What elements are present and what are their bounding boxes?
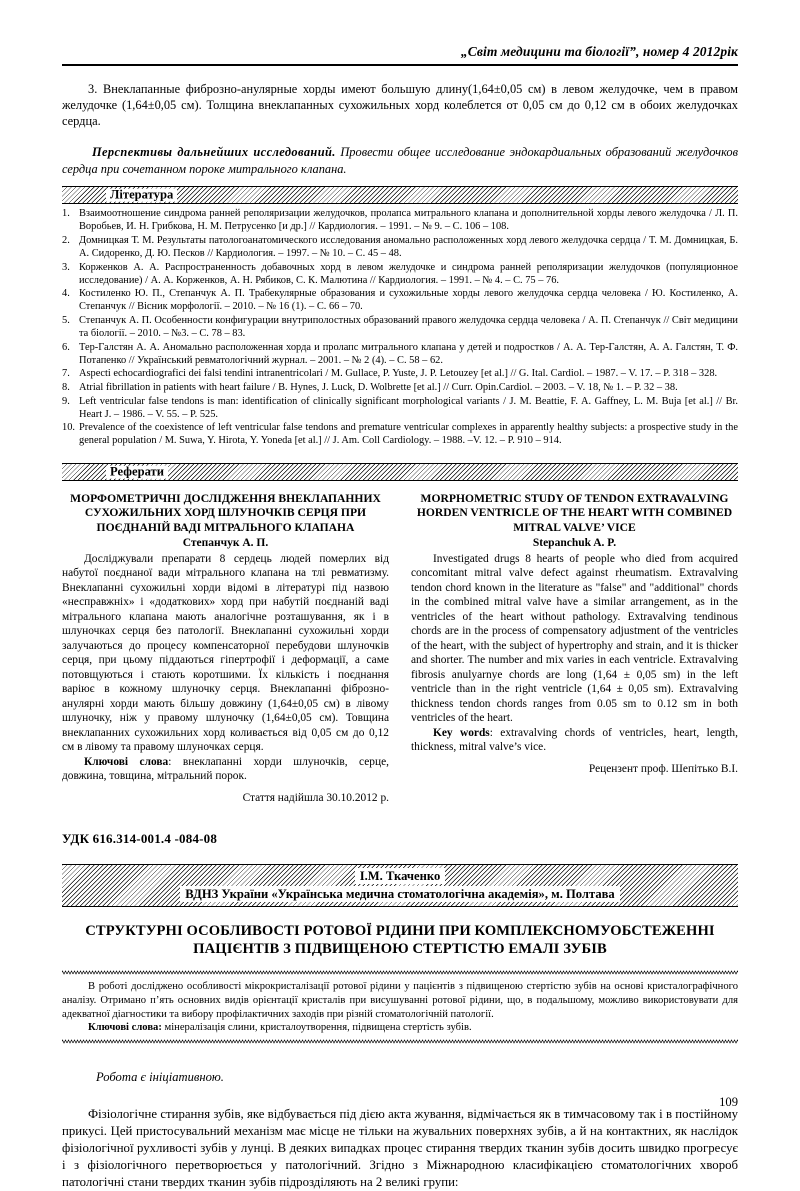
abstract-author-en: Stepanchuk A. P. (532, 536, 617, 549)
abstract-column-en (411, 492, 738, 805)
reference-number: 1. (62, 208, 70, 220)
reference-item (62, 314, 738, 340)
spacer (62, 1085, 738, 1106)
reference-text: Aspecti echocardiografici dei falsi tendini intranentricolari / M. Gullace, P. Yuste, J. P. Letouzey [et al.] // G. Ital. Cardiol. – 1987. – V. 17. – P. 318 – 328. (79, 368, 718, 380)
author-affiliation-band (62, 864, 738, 907)
keywords-text-en: : extravalving chords of ventricles, heart, length, thickness, mitral valve’s vice. (411, 726, 738, 754)
conclusion-paragraph: 3. Внеклапанные фиброзно-анулярные хорды имеют большую длину(1,64±0,05 см) в левом желудочке, чем в правом желудочке (1,64±0,05 см). Толщина внеклапанных сухожильных хорд колеблется от 0,05 см до 0,12 см в обоих желудочках сердца. (62, 82, 738, 129)
reference-item (62, 381, 738, 394)
author-line (62, 867, 738, 885)
abstract-keywords-en (411, 726, 738, 755)
reference-number: 7. (62, 368, 70, 380)
reference-text: Степанчук А. П. Особенности конфигурации внутриполостных образований правого желудочка сердца человека / А. П. Степанчук // Світ медицини та біології. – 2010. – №3. – С. 78 – 83. (79, 315, 738, 340)
reference-item (62, 261, 738, 287)
reference-number: 2. (62, 234, 70, 246)
wavy-rule-bottom (62, 1038, 738, 1045)
keywords-text: мінералізація слини, кристалоутворення, підвищена стертість зубів. (161, 1022, 472, 1034)
reference-text: Тер-Галстян А. А. Аномально расположенная хорда и пролапс митрального клапана у детей и подростков / А. А. Тер-Галстян, А. А. Галстян, Т. Ф. Потапенко // Український ревматологічний журнал. – 2001. – № 2 (4). – С. 58 – 62. (79, 341, 738, 366)
spacer (62, 959, 738, 969)
keywords-text-uk: : внеклапанні хорди шлуночків, серце, довжина, товщина, мітральний порок. (62, 755, 390, 783)
reference-number: 5. (62, 315, 70, 326)
abstract-column-uk (62, 492, 389, 805)
reference-text: Взаимоотношение синдрома ранней реполяризации желудочков, пролапса митрального клапана и дополнительной хорды левого желудочка / Л. П. Воробьев, И. Н. Грибкова, Н. М. Петрусенко [и др.] // Кардиология. – 1991. – № 9. – С. 106 – 108. (79, 208, 738, 233)
abstract-text-en: Investigated drugs 8 hearts of people who died from acquired concomitant mitral valve defect against rheumatism. Extravalving tendon chord known in the literature as "false" and "additional" chords in the combined mitral valve have a similar arrangement, as in the ventricles of the heart without pathology. Extravalving tendinous chords are in the process of compensatory adjustment of the ventricles of the heart, with the subject of hypertrophy and strain, and it is thicker and shorter. The number and mix varies in each ventricle. Extravalving fibrosis anulyarnye chords are long (1,64 ± 0,05 sm) in the left ventricle than in the right ventricle (1,64 ± 0,05 sm). Extravalving thickness tendon chords ranges from 0.05 sm to 0.12 sm in both ventricles of the heart. (411, 552, 738, 725)
abstract-author-uk: Степанчук А. П. (182, 536, 269, 549)
abstract-keywords-uk (62, 755, 389, 784)
reference-text: Left ventricular false tendons is man: identification of clinically significant morphological variants / J. M. Beattie, F. A. Gaffney, L. M. Buja [et al.] // Br. Heart J. – 1986. – V. 55. – P. 525. (79, 395, 738, 420)
abstracts-label: Реферати (106, 466, 168, 479)
keywords-label-uk: Ключові слова (84, 755, 169, 768)
spacer (62, 847, 738, 864)
reference-text: Prevalence of the coexistence of left ventricular false tendons and premature ventricular complexes in apparently healthy subjects: a prospective study in the general population / M. Suwa, Y. Hirota, Y. Yoneda [et al.] // J. Am. Coll Cardiology. – 1988. –V. 12. – P. 910 – 914. (79, 422, 738, 447)
literature-section-band (62, 186, 738, 204)
wavy-rule-top (62, 969, 738, 976)
keywords-label: Ключові слова: (88, 1022, 162, 1034)
spacer (62, 907, 738, 922)
abstract-text-uk: Досліджували препарати 8 сердець людей померлих від набутої поєднаної вади мітрального клапана на тлі ревматизму. Внеклапанні сухожильні хорди відомі в літературі під назвою «несправжніх» і «додаткових» хорд при набутій поєднаній ваді мітрального клапана мають аналогічне розташування, як і в шлуночках серця без патології. Внеклапанні сухожильні хорди залучаються до процесу компенсаторної перебудови шлуночків серця, при цьому піддаються гіпертрофії і деформації, а саме потовщуються і стають коротшими. Їх кількість і поєднання варіює в кожному шлуночку серця. Внеклапанні фіброзно-анулярні хорди мають більшу довжину (1,64±0,05 см) в лівому шлуночку, ніж у правому шлуночку (1,64±0,05 см). Товщина внеклапанних сухожильних хорд коливається від 0,05 см до 0,12 см в лівому та правому шлуночках серця. (62, 552, 389, 754)
article-title: СТРУКТУРНІ ОСОБЛИВОСТІ РОТОВОЇ РІДИНИ ПРИ КОМПЛЕКСНОМУОБСТЕЖЕННІ ПАЦІЄНТІВ З ПІДВИЩЕНОЮ СТЕРТІСТЮ ЕМАЛІ ЗУБІВ (85, 922, 715, 958)
reference-number: 4. (62, 288, 70, 300)
spacer (62, 805, 738, 831)
abstract-footer-uk: Стаття надійшла 30.10.2012 р. (242, 791, 389, 804)
perspectives-label: Перспективы дальнейших исследований. (92, 145, 336, 160)
article-affiliation: ВДНЗ України «Українська медична стоматологічна академія», м. Полтава (180, 886, 619, 902)
running-head: „Світ медицини та біології”, номер 4 2012рік (460, 44, 738, 59)
page-number: 109 (719, 1095, 738, 1109)
reference-text: Домницкая Т. М. Результаты патологоанатомического исследования аномально расположенных хорд левого желудочка сердца / Т. М. Домницкая, Б. А. Сидоренко, Д. Ю. Песков // Кардиология. – 1997. – № 10. – С. 45 – 48. (79, 234, 738, 259)
article-author: І.М. Ткаченко (355, 868, 446, 884)
reference-item (62, 341, 738, 367)
abstract-title-uk: МОРФОМЕТРИЧНІ ДОСЛІДЖЕННЯ ВНЕКЛАПАННИХ СУХОЖИЛЬНИХ ХОРД ШЛУНОЧКІВ СЕРЦЯ ПРИ ПОЄДНАНІЙ ВАДІ МІТРАЛЬНОГО КЛАПАНА (70, 492, 381, 534)
spacer (62, 177, 738, 186)
reference-number: 6. (62, 341, 70, 353)
reference-text: Корженков А. А. Распространенность добавочных хорд в левом желудочке и синдрома ранней реполяризации желудочков (популяционное исследование) / А. А. Корженков, А. Н. Рябиков, С. К. Малютина // Кардиология. – 1991. – № 4. – С. 75 – 76. (79, 261, 738, 286)
article-body-paragraph: Фізіологічне стирання зубів, яке відбувається під дією акта жування, відмічається як в тимчасовому так і в постійному прикусі. Цей пристосувальний механізм має місце не тільки на жувальних поверхнях зубів, а й на контактних, як наслідок фізіологічної рухливості зубів у лунці. В деяких випадках процес стирання твердих тканин зубів досить швидко прогресує і з фізіологічного перетворюється у патологічний. Згідно з Міжнародною класифікацією стоматологічних хвороб патологічні стани твердих тканин зубів підрозділяють на 2 великі групи: (62, 1107, 738, 1190)
spacer (62, 1045, 738, 1070)
spacer (62, 448, 738, 463)
reference-item (62, 207, 738, 233)
abstracts-section-band (62, 463, 738, 481)
reference-number: 3. (62, 261, 70, 273)
reference-item (62, 395, 738, 421)
keywords-label-en: Key words (433, 726, 490, 739)
udk-code: УДК 616.314-001.4 -084-08 (62, 830, 218, 846)
perspectives-text: Провести общее исследование эндокардиальных образований желудочков сердца при сочетанном пороке митрального клапана. (62, 145, 738, 176)
reference-item (62, 367, 738, 380)
reference-number: 10. (62, 422, 75, 434)
reference-item (62, 287, 738, 313)
initiative-note: Робота є ініціативною. (96, 1070, 224, 1085)
spacer (62, 129, 738, 144)
reference-text: Atrial fibrillation in patients with heart failure / B. Hynes, J. Luck, D. Wolbrette [et al.] // Curr. Opin.Cardiol. – 2003. – V. 18, № 1. – P. 32 – 38. (79, 382, 678, 394)
abstract-title-en: MORPHOMETRIC STUDY OF TENDON EXTRAVALVING HORDEN VENTRICLE OF THE HEART WITH COMBINED MITRAL VALVE’ VICE (416, 492, 733, 534)
header-rule (62, 64, 738, 66)
literature-label: Література (106, 189, 177, 202)
article-keywords (62, 1021, 738, 1035)
references-list (62, 207, 738, 447)
affiliation-line (62, 885, 738, 903)
reference-text: Костиленко Ю. П., Степанчук А. П. Трабекулярные образования и сухожильные хорды левого желудочка сердца человека / Ю. Костиленко, А. Степанчук // Вісник морфології. – 2010. – № 16 (1). – С. 66 – 70. (79, 288, 738, 313)
reference-item (62, 234, 738, 260)
reference-item (62, 421, 738, 447)
perspectives-paragraph (62, 144, 738, 177)
abstract-footer-en: Рецензент проф. Шепітько В.І. (588, 762, 738, 775)
reference-number: 8. (62, 382, 70, 394)
reference-number: 9. (62, 395, 70, 407)
abstracts-columns (62, 492, 738, 805)
article-summary: В роботі досліджено особливості мікрокристалізації ротової рідини у пацієнтів з підвищеною стертістю зубів на основі кристалографічного аналізу. Отримано п’ять основних видів орієнтації кристалів при висушуванні ротової рідини, що, в подальшому, можливо використовувати для адекватної діагностики та вибору профілактичних заходів при різній стоматологічній патології. (62, 981, 738, 1020)
